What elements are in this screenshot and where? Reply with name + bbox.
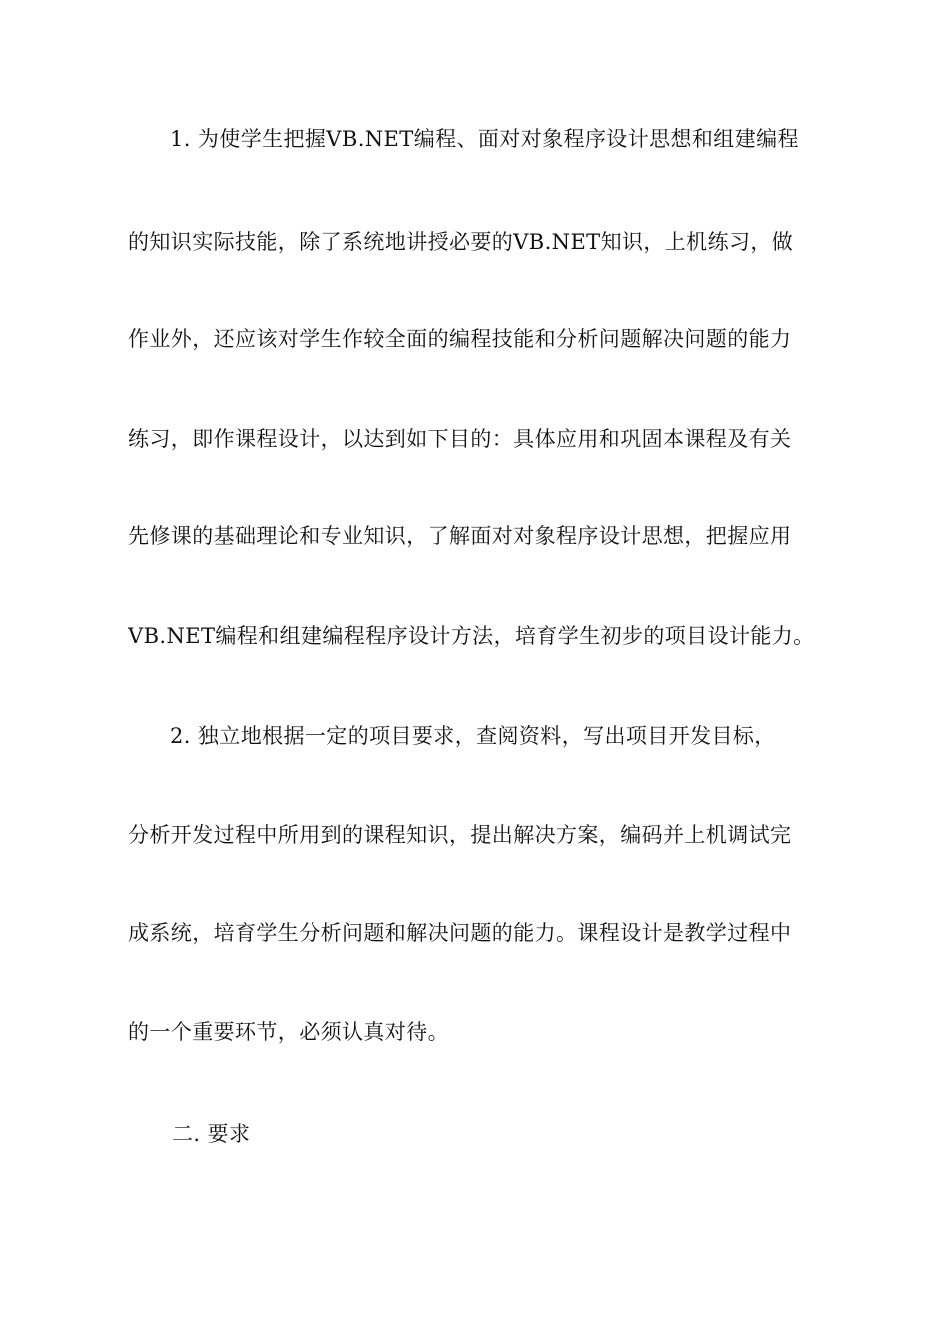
paragraph-2-line-2: 分析开发过程中所用到的课程知识，提出解决方案，编码并上机调试完	[128, 823, 792, 847]
paragraph-1-line-4: 练习，即作课程设计，以达到如下目的：具体应用和巩固本课程及有关	[128, 427, 792, 451]
paragraph-2-line-1: 2. 独立地根据一定的项目要求，查阅资料，写出项目开发目标，	[170, 724, 776, 748]
paragraph-1-line-1: 1. 为使学生把握VB.NET编程、面对对象程序设计思想和组建编程	[170, 127, 799, 151]
section-heading: 二. 要求	[172, 1122, 251, 1146]
paragraph-2-line-4: 的一个重要环节，必须认真对待。	[128, 1020, 449, 1044]
paragraph-1-line-3: 作业外，还应该对学生作较全面的编程技能和分析问题解决问题的能力	[128, 327, 792, 351]
paragraph-1-line-2: 的知识实际技能，除了系统地讲授必要的VB.NET知识，上机练习，做	[128, 230, 794, 254]
paragraph-2-line-3: 成系统，培育学生分析问题和解决问题的能力。课程设计是教学过程中	[128, 921, 792, 945]
paragraph-1-line-5: 先修课的基础理论和专业知识，了解面对对象程序设计思想，把握应用	[128, 524, 792, 548]
paragraph-1-line-6: VB.NET编程和组建编程程序设计方法，培育学生初步的项目设计能力。	[128, 624, 815, 648]
